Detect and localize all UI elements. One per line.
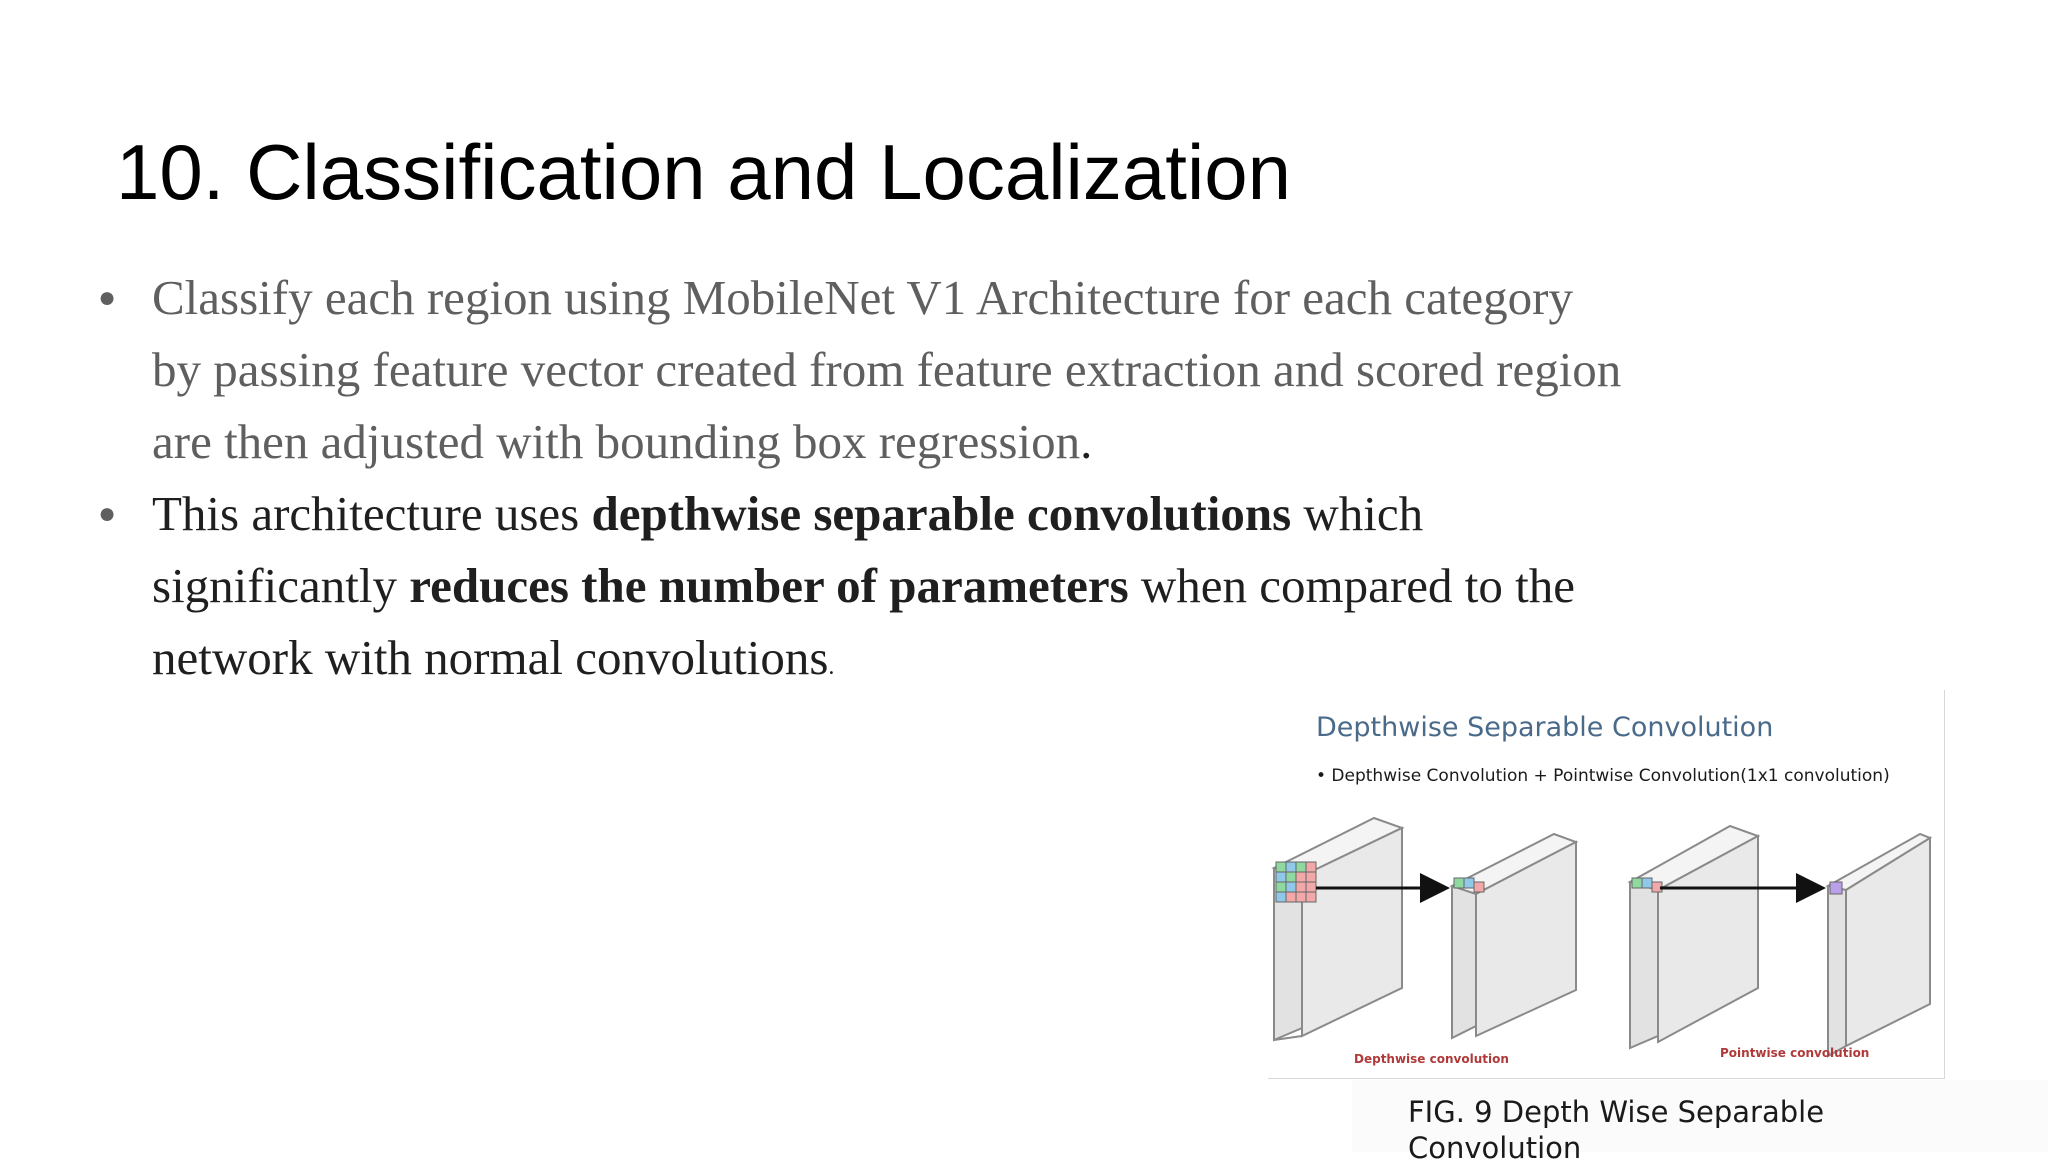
- bullet-bold-text: reduces the number of parameters: [409, 558, 1129, 613]
- bullet-dot-icon: ●: [98, 497, 117, 530]
- bullet-item: [90, 262, 1622, 478]
- bullet-end-period: .: [828, 654, 835, 680]
- figure-subtitle: • Depthwise Convolution + Pointwise Convolution(1x1 convolution): [1316, 766, 1890, 786]
- pointwise-cell-icon: [1830, 882, 1842, 894]
- pointwise-output-block: [1828, 834, 1930, 1056]
- kernel-grid-icon: [1276, 862, 1316, 902]
- pointwise-input-block: [1630, 826, 1758, 1048]
- bullet-text: which significantly: [152, 486, 1424, 613]
- pointwise-label: Pointwise convolution: [1720, 1046, 1870, 1060]
- figure-caption: FIG. 9 Depth Wise Separable Convolution: [1408, 1095, 1825, 1165]
- bullet-end-period: .: [1080, 414, 1093, 469]
- input-tensor-block: [1274, 818, 1402, 1040]
- bullet-text: Classify each region using MobileNet V1 Architecture for each category by passing feature vector created from feature extraction and scored region are then adjusted with bounding box regression: [152, 270, 1622, 469]
- bullet-list: [90, 262, 1630, 703]
- bullet-dot-icon: ●: [98, 281, 117, 314]
- convolution-diagram: [1268, 690, 1944, 1078]
- bullet-text: This architecture uses: [152, 486, 592, 541]
- bullet-text: when compared to the network with normal convolutions: [152, 558, 1575, 685]
- figure-title: Depthwise Separable Convolution: [1316, 712, 1774, 743]
- depthwise-label: Depthwise convolution: [1354, 1052, 1509, 1066]
- bullet-bold-text: depthwise separable convolutions: [591, 486, 1292, 541]
- caption-box: [1352, 1080, 2048, 1165]
- depthwise-figure: [1268, 690, 1945, 1079]
- slide-title: 10. Classification and Localization: [116, 128, 1292, 216]
- bullet-item: [90, 478, 1672, 703]
- depthwise-output-block: [1452, 834, 1576, 1038]
